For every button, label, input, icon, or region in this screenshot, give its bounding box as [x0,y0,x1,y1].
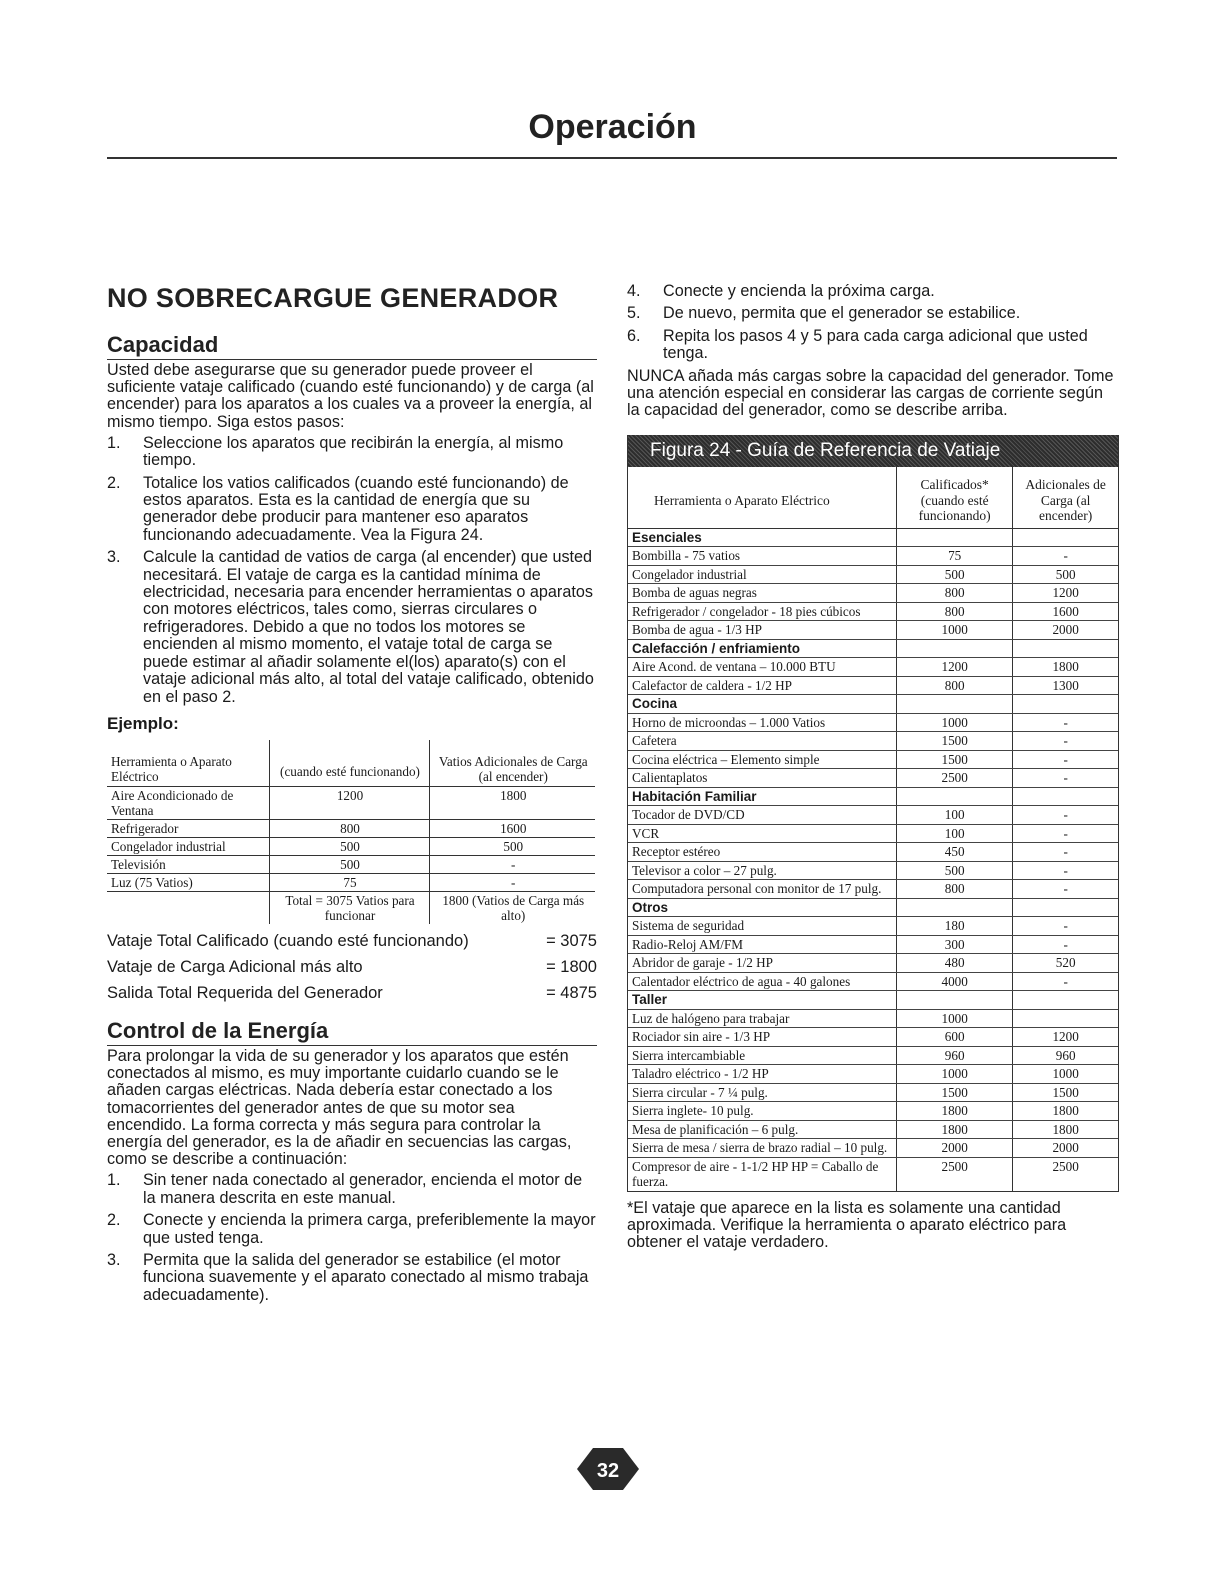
additional-watts: 1800 [1013,1102,1118,1121]
additional-watts: - [1013,732,1118,751]
tool-name: Bomba de agua - 1/3 HP [628,621,897,640]
page-title: Operación [528,108,697,146]
rated-watts: 180 [897,917,1013,936]
table-row [628,861,1118,880]
left-column [107,283,597,1309]
table-cell: Televisión [107,855,269,873]
section-heading: NO SOBRECARGUE GENERADOR [107,283,559,313]
table-cell: 1800 [429,786,595,819]
rated-watts: 450 [897,843,1013,862]
tool-name: Calentador eléctrico de agua - 40 galones [628,972,897,991]
category-label: Habitación Familiar [628,787,897,806]
table-cell [897,528,1013,547]
rated-watts: 1500 [897,1083,1013,1102]
additional-watts: - [1013,750,1118,769]
table-cell: Refrigerador [107,819,269,837]
additional-watts [1013,1009,1118,1028]
category-label: Taller [628,991,897,1010]
footnote: *El vataje que aparece en la lista es solamente una cantidad aproximada. Verifique la herramienta o aparato eléctrico para obtener el vataje verdadero. [627,1198,1067,1252]
table-row [628,565,1118,584]
table-row [628,917,1118,936]
additional-watts: 1200 [1013,1028,1118,1047]
table-cell [107,891,269,924]
table-cell: 1600 [429,819,595,837]
category-row [628,639,1118,658]
list-item: 4. Conecte y encienda la próxima carga. [627,282,935,300]
additional-watts: 1500 [1013,1083,1118,1102]
rated-watts: 1500 [897,750,1013,769]
table-cell [897,898,1013,917]
ejemplo-label: Ejemplo: [107,713,179,733]
category-label: Otros [628,898,897,917]
tool-name: Bombilla - 75 vatios [628,547,897,566]
table-cell: 1800 (Vatios de Carga más alto) [442,892,585,923]
rated-watts: 1000 [897,621,1013,640]
tool-name: Radio-Reloj AM/FM [628,935,897,954]
table-total-row [107,891,595,924]
tool-name: Sierra circular - 7 ¼ pulg. [628,1083,897,1102]
table-cell: 75 [269,873,429,891]
tool-name: Congelador industrial [628,565,897,584]
rated-watts: 1800 [897,1102,1013,1121]
additional-watts: - [1013,972,1118,991]
right-column [627,283,1119,1251]
rated-watts: 800 [897,676,1013,695]
table-row [107,837,595,855]
table-row [628,750,1118,769]
list-item: 6. Repita los pasos 4 y 5 para cada carga adicional que usted tenga. [627,326,1088,363]
capacidad-steps [107,435,597,706]
table-cell: 1200 [269,786,429,819]
page-badge-shape [575,1444,641,1494]
page-number: 32 [596,1460,620,1482]
page-number-badge [575,1444,641,1494]
rated-watts: 1000 [897,1009,1013,1028]
additional-watts: 2000 [1013,1139,1118,1158]
additional-watts: 1600 [1013,602,1118,621]
additional-watts: 1800 [1013,658,1118,677]
tool-name: Taladro eléctrico - 1/2 HP [628,1065,897,1084]
title-divider [107,157,1117,159]
tool-name: Tocador de DVD/CD [628,806,897,825]
tool-name: Compresor de aire - 1-1/2 HP HP = Caballo de fuerza. [632,1158,879,1190]
tool-name: Abridor de garaje - 1/2 HP [628,954,897,973]
table-row [628,935,1118,954]
table-cell [1013,639,1118,658]
table-row [628,1083,1118,1102]
tool-name: Horno de microondas – 1.000 Vatios [628,713,897,732]
table-row [628,806,1118,825]
list-item: 3. Calcule la cantidad de vatios de carga (al encender) que usted necesitará. El vataje de carga es la cantidad mínima de electricidad, necesaria para encender herramientas o aparatos con motores eléctricos, tales como, sierras circulares o refrigeradores. Debido a que no todos los motores se encienden al mismo momento, el vataje total de carga se puede estimar al añadir solamente el(los) aparato(s) con el vataje adicional más alto, al total del vataje calificado, obtenido en el paso 2. [107,548,594,706]
additional-watts: 500 [1013,565,1118,584]
category-label: Esenciales [628,528,897,547]
rated-watts: 100 [897,806,1013,825]
additional-watts: - [1013,880,1118,899]
table-cell [897,695,1013,714]
tool-name: Sistema de seguridad [628,917,897,936]
table-row [628,769,1118,788]
rated-watts: 2000 [897,1139,1013,1158]
category-row [628,695,1118,714]
tool-name: Cocina eléctrica – Elemento simple [628,750,897,769]
rated-watts: 1000 [897,713,1013,732]
total-row: Vataje de Carga Adicional más alto = 1800 [107,957,597,976]
rated-watts: 500 [897,861,1013,880]
category-row [628,898,1118,917]
table-header-cell: Vatios Adicionales de Carga (al encender) [429,740,595,787]
rated-watts: 1200 [897,658,1013,677]
additional-watts: - [1013,547,1118,566]
table-header-row [107,740,595,787]
table-row [107,873,595,891]
additional-watts: 1800 [1013,1120,1118,1139]
table-row [628,602,1118,621]
table-cell [1013,695,1118,714]
table-cell [1013,991,1118,1010]
rated-watts: 300 [897,935,1013,954]
additional-watts: - [1013,824,1118,843]
wattage-table [628,467,1118,1191]
category-row [628,528,1118,547]
table-cell: 500 [269,855,429,873]
table-row [628,972,1118,991]
table-row [628,1157,1118,1191]
table-row [628,1009,1118,1028]
table-row [628,843,1118,862]
tool-name: Calefactor de caldera - 1/2 HP [628,676,897,695]
table-row [628,547,1118,566]
tool-name: Televisor a color – 27 pulg. [628,861,897,880]
table-cell: 500 [269,837,429,855]
table-cell [1013,528,1118,547]
table-row [107,786,595,819]
rated-watts: 2500 [897,769,1013,788]
additional-watts: - [1013,917,1118,936]
table-row [628,1028,1118,1047]
capacidad-intro: Usted debe asegurarse que su generador puede proveer el suficiente vataje calificado (cuando esté funcionando) y de carga (al encender) para los aparatos a los cuales va a proveer la energía, al mismo tiempo. Siga estos pasos: [107,361,594,431]
wattage-table-body [628,467,1118,1191]
list-item: 3. Permita que la salida del generador se estabilice (el motor funciona suavemente y el aparato conectado al mismo trabaja adecuadamente). [107,1250,589,1304]
table-header-cell: (cuando esté funcionando) [269,740,429,787]
table-cell: Congelador industrial [107,837,269,855]
warning-text: NUNCA añada más cargas sobre la capacidad del generador. Tome una atención especial en considerar las cargas de corriente según la capacidad del generador, como se describe arriba. [627,366,1114,420]
additional-watts: - [1013,713,1118,732]
table-cell [897,787,1013,806]
additional-watts: 520 [1013,954,1118,973]
additional-watts: - [1013,935,1118,954]
table-cell [1013,898,1118,917]
table-cell: Luz (75 Vatios) [107,873,269,891]
tool-name: Aire Acond. de ventana – 10.000 BTU [628,658,897,677]
table-row [628,1065,1118,1084]
tool-name: Mesa de planificación – 6 pulg. [628,1120,897,1139]
table-row [628,954,1118,973]
example-table [107,740,595,924]
tool-name: Bomba de aguas negras [628,584,897,603]
additional-watts: 1300 [1013,676,1118,695]
total-row: Vataje Total Calificado (cuando esté funcionando) = 3075 [107,931,597,950]
list-item: 2. Totalice los vatios calificados (cuando esté funcionando) de estos aparatos. Esta es la cantidad de energía que su generador debe producir para mantener eso aparatos funcionando adecuadamente. Vea la Figura 24. [107,473,569,544]
additional-watts: - [1013,806,1118,825]
table-row [628,584,1118,603]
rated-watts: 1000 [897,1065,1013,1084]
table-cell: 800 [269,819,429,837]
table-row [628,824,1118,843]
table-header-cell: Herramienta o Aparato Eléctrico [628,467,897,528]
tool-name: Sierra intercambiable [628,1046,897,1065]
table-cell: Aire Acondicionado de Ventana [107,786,269,819]
tool-name: Sierra de mesa / sierra de brazo radial – 10 pulg. [628,1139,897,1158]
table-row [628,713,1118,732]
table-cell: - [429,855,595,873]
table-header-cell: Calificados* (cuando esté funcionando) [897,467,1013,528]
capacidad-heading: Capacidad [107,332,597,360]
list-item: 2. Conecte y encienda la primera carga, preferiblemente la mayor que usted tenga. [107,1211,596,1247]
wattage-reference-figure [627,435,1119,1192]
rated-watts: 4000 [897,972,1013,991]
rated-watts: 600 [897,1028,1013,1047]
additional-watts: 2500 [1013,1157,1118,1191]
tool-name: Computadora personal con monitor de 17 pulg. [628,880,897,899]
list-item: 1. Seleccione los aparatos que recibirán la energía, al mismo tiempo. [107,433,564,470]
tool-name: Luz de halógeno para trabajar [628,1009,897,1028]
rated-watts: 500 [897,565,1013,584]
category-row [628,787,1118,806]
rated-watts: 800 [897,880,1013,899]
additional-watts: - [1013,861,1118,880]
rated-watts: 75 [897,547,1013,566]
table-cell: 500 [429,837,595,855]
additional-watts: 1200 [1013,584,1118,603]
additional-watts: 960 [1013,1046,1118,1065]
control-intro: Para prolongar la vida de su generador y los aparatos que estén conectados al mismo, es muy importante cuidarlo cuando se le añaden cargas eléctricas. Nada debería estar conectado a los tomacorrientes del generador antes de que su motor sea encendido. La forma correcta y más segura para controlar la energía del generador, es la de añadir en secuencias las cargas, como se describe a continuación: [107,1046,572,1169]
rated-watts: 960 [897,1046,1013,1065]
table-row [628,658,1118,677]
table-row [628,621,1118,640]
tool-name: Rociador sin aire - 1/3 HP [628,1028,897,1047]
rated-watts: 800 [897,602,1013,621]
tool-name: VCR [628,824,897,843]
tool-name: Receptor estéreo [628,843,897,862]
figure-title: Figura 24 - Guía de Referencia de Vatiaje [628,435,1118,467]
category-label: Calefacción / enfriamiento [628,639,897,658]
rated-watts: 2500 [897,1157,1013,1191]
additional-watts: - [1013,843,1118,862]
table-cell: - [429,873,595,891]
table-row [628,880,1118,899]
tool-name: Cafetera [628,732,897,751]
table-row [628,1046,1118,1065]
table-header-row [628,467,1118,528]
table-row [107,819,595,837]
table-row [628,1139,1118,1158]
additional-watts: 1000 [1013,1065,1118,1084]
table-row [628,676,1118,695]
total-row: Salida Total Requerida del Generador = 4875 [107,983,597,1002]
table-header-cell: Adicionales de Carga (al encender) [1013,467,1118,528]
rated-watts: 1800 [897,1120,1013,1139]
rated-watts: 1500 [897,732,1013,751]
rated-watts: 480 [897,954,1013,973]
table-cell [897,639,1013,658]
table-cell: Total = 3075 Vatios para funcionar [269,891,429,924]
table-cell [1013,787,1118,806]
table-row [107,855,595,873]
table-header-cell: Herramienta o Aparato Eléctrico [107,740,269,787]
continued-steps [627,283,1119,363]
additional-watts: 2000 [1013,621,1118,640]
control-heading: Control de la Energía [107,1018,597,1046]
tool-name: Calientaplatos [628,769,897,788]
table-row [628,732,1118,751]
category-label: Cocina [628,695,897,714]
table-cell [897,991,1013,1010]
totals-summary [107,928,597,1006]
tool-name: Sierra inglete- 10 pulg. [628,1102,897,1121]
list-item: 5. De nuevo, permita que el generador se estabilice. [627,304,1021,323]
control-steps [107,1172,597,1304]
table-row [628,1102,1118,1121]
additional-watts: - [1013,769,1118,788]
list-item: 1. Sin tener nada conectado al generador, encienda el motor de la manera descrita en este manual. [107,1171,583,1207]
table-row [628,1120,1118,1139]
rated-watts: 100 [897,824,1013,843]
rated-watts: 800 [897,584,1013,603]
tool-name: Refrigerador / congelador - 18 pies cúbicos [628,602,897,621]
category-row [628,991,1118,1010]
